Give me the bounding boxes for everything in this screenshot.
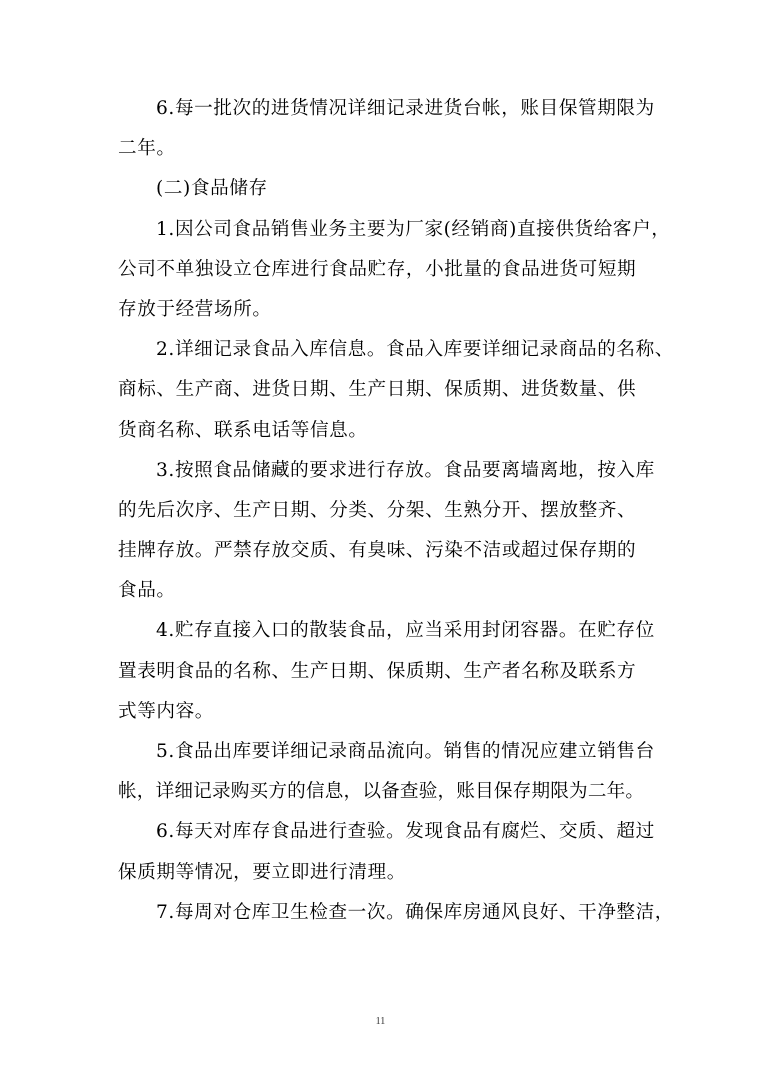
paragraph-line: 二年。 [118, 138, 176, 160]
paragraph-line: 2.详细记录食品入库信息。食品入库要详细记录商品的名称、 [156, 339, 674, 361]
paragraph-line: 3.按照食品储藏的要求进行存放。食品要离墙离地，按入库 [156, 459, 655, 481]
paragraph-line: 商标、生产商、进货日期、生产日期、保质期、进货数量、供 [118, 379, 637, 401]
section-heading: (二)食品储存 [156, 178, 268, 200]
page-number: 11 [375, 1016, 386, 1027]
document-body [118, 94, 674, 938]
paragraph-line: 6.每天对库存食品进行查验。发现食品有腐烂、交质、超过 [156, 821, 655, 843]
paragraph-line: 式等内容。 [118, 700, 214, 722]
paragraph-line: 公司不单独设立仓库进行食品贮存，小批量的食品进货可短期 [118, 258, 637, 280]
paragraph-line: 挂牌存放。严禁存放交质、有臭味、污染不洁或超过保存期的 [118, 540, 637, 562]
paragraph-line: 保质期等情况，要立即进行清理。 [118, 861, 406, 883]
paragraph-line: 1.因公司食品销售业务主要为厂家(经销商)直接供货给客户， [156, 218, 671, 240]
paragraph-line: 食品。 [118, 580, 176, 602]
paragraph-line: 4.贮存直接入口的散装食品，应当采用封闭容器。在贮存位 [156, 620, 655, 642]
paragraph-line: 5.食品出库要详细记录商品流向。销售的情况应建立销售台 [156, 741, 655, 762]
paragraph-line: 置表明食品的名称、生产日期、保质期、生产者名称及联系方 [118, 660, 637, 682]
paragraph-line: 货商名称、联系电话等信息。 [118, 419, 368, 441]
paragraph-line: 帐，详细记录购买方的信息，以备查验，账目保存期限为二年。 [118, 781, 645, 803]
paragraph-line: 7.每周对仓库卫生检查一次。确保库房通风良好、干净整洁， [156, 901, 674, 923]
paragraph-line: 6.每一批次的进货情况详细记录进货台帐，账目保管期限为 [156, 98, 655, 119]
paragraph-line: 存放于经营场所。 [118, 298, 272, 320]
paragraph-line: 的先后次序、生产日期、分类、分架、生熟分开、摆放整齐、 [118, 499, 637, 521]
